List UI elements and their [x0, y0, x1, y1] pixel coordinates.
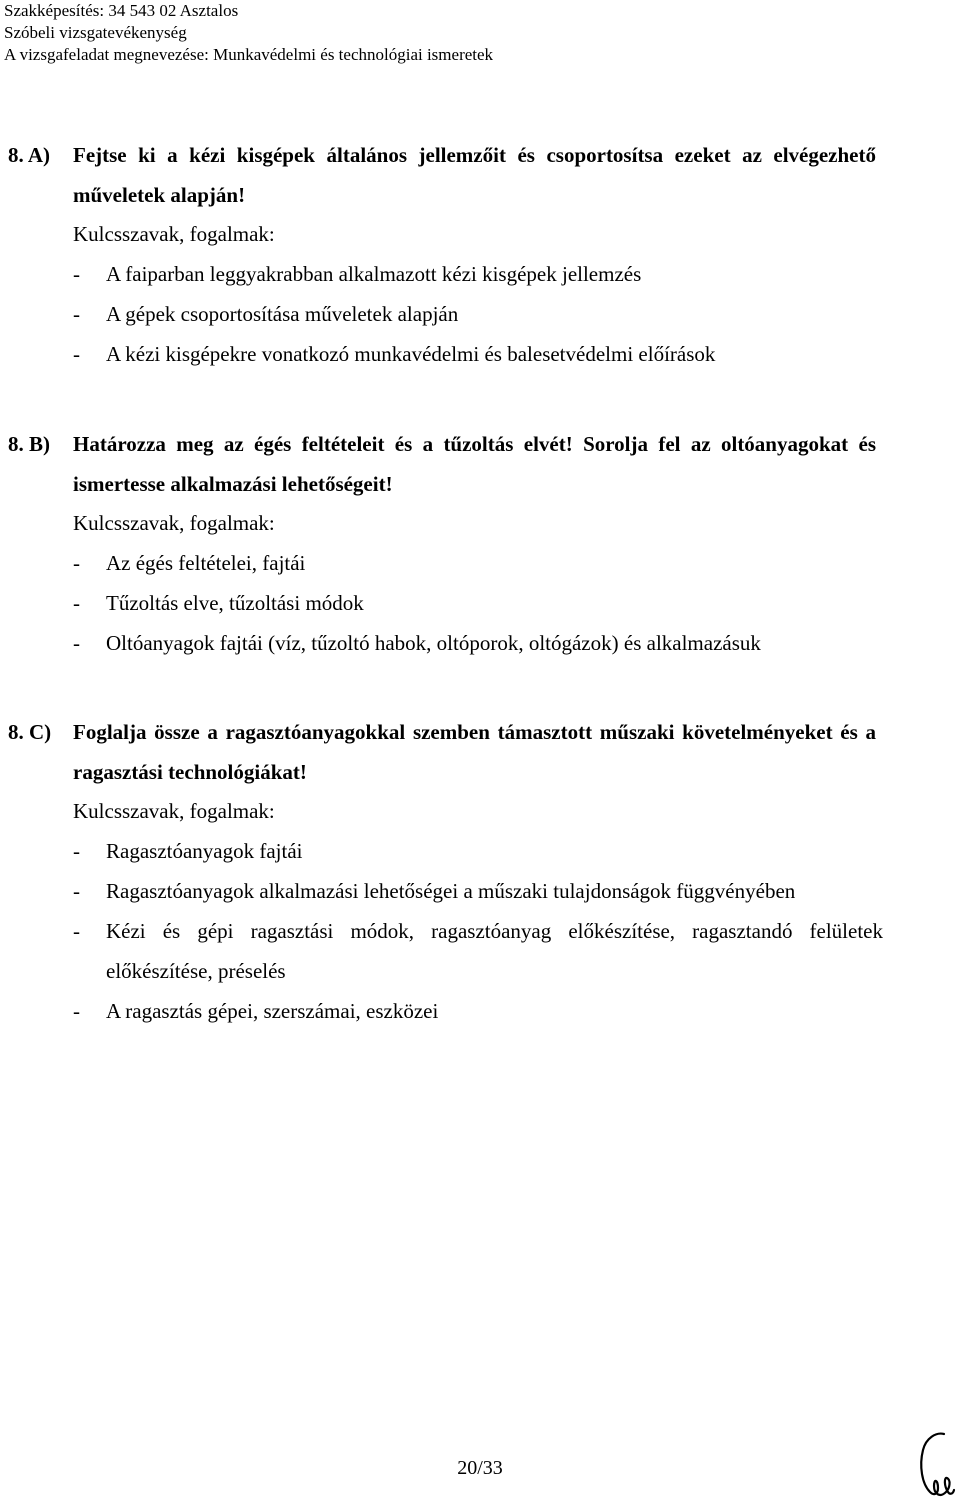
bullet-dash: - — [73, 879, 80, 903]
keyword-text: A faiparban leggyakrabban alkalmazott kézi kisgépek jellemzés — [106, 262, 642, 286]
keyword-item — [73, 871, 883, 911]
keyword-text: A ragasztás gépei, szerszámai, eszközei — [106, 999, 439, 1023]
bullet-dash: - — [73, 919, 80, 943]
document-header — [4, 0, 493, 66]
question-number: 8. B) — [8, 432, 50, 456]
bullet-dash: - — [73, 262, 80, 286]
keyword-text: A gépek csoportosítása műveletek alapján — [106, 302, 459, 326]
question-text: Foglalja össze a ragasztóanyagokkal szemben támasztott műszaki követelményeket és a ragasztási technológiákat! — [73, 720, 876, 784]
bullet-dash: - — [73, 302, 80, 326]
keyword-item — [73, 991, 883, 1031]
keyword-text: Oltóanyagok fajtái (víz, tűzoltó habok, oltóporok, oltógázok) és alkalmazásuk — [106, 631, 761, 655]
keywords-label: Kulcsszavak, fogalmak: — [73, 511, 275, 535]
question-number: 8. C) — [8, 720, 52, 744]
keyword-text: A kézi kisgépekre vonatkozó munkavédelmi és balesetvédelmi előírások — [106, 342, 716, 366]
keyword-text: Tűzoltás elve, tűzoltási módok — [106, 591, 364, 615]
keyword-item — [73, 623, 883, 663]
keyword-item — [73, 911, 883, 991]
keyword-text: Ragasztóanyagok alkalmazási lehetőségei a műszaki tulajdonságok függvényében — [106, 879, 796, 903]
bullet-dash: - — [73, 591, 80, 615]
keywords-list — [73, 831, 883, 1031]
bullet-dash: - — [73, 551, 80, 575]
signature-mark — [914, 1428, 956, 1500]
bullet-dash: - — [73, 839, 80, 863]
question-number: 8. A) — [8, 143, 50, 167]
header-exam-activity: Szóbeli vizsgatevékenység — [4, 23, 187, 42]
keywords-list — [73, 254, 883, 374]
keywords-label: Kulcsszavak, fogalmak: — [73, 799, 275, 823]
header-task-name: A vizsgafeladat megnevezése: Munkavédelmi és technológiai ismeretek — [4, 45, 494, 64]
question-text: Határozza meg az égés feltételeit és a tűzoltás elvét! Sorolja fel az oltóanyagokat és ismertesse alkalmazási lehetőségeit! — [73, 432, 876, 496]
keyword-text: Ragasztóanyagok fajtái — [106, 839, 303, 863]
header-qualification: Szakképesítés: 34 543 02 Asztalos — [4, 1, 239, 20]
keywords-list — [73, 543, 883, 663]
page-number: 20/33 — [457, 1457, 503, 1479]
keyword-text: Kézi és gépi ragasztási módok, ragasztóanyag előkészítése, ragasztandó felületek előkészítése, préselés — [106, 919, 883, 983]
keyword-item — [73, 831, 883, 871]
keyword-item — [73, 583, 883, 623]
bullet-dash: - — [73, 342, 80, 366]
keywords-label: Kulcsszavak, fogalmak: — [73, 222, 275, 246]
bullet-dash: - — [73, 631, 80, 655]
keyword-item — [73, 543, 883, 583]
keyword-item — [73, 294, 883, 334]
keyword-item — [73, 334, 883, 374]
question-text: Fejtse ki a kézi kisgépek általános jellemzőit és csoportosítsa ezeket az elvégezhető műveletek alapján! — [73, 143, 876, 207]
keyword-text: Az égés feltételei, fajtái — [106, 551, 306, 575]
bullet-dash: - — [73, 999, 80, 1023]
keyword-item — [73, 254, 883, 294]
